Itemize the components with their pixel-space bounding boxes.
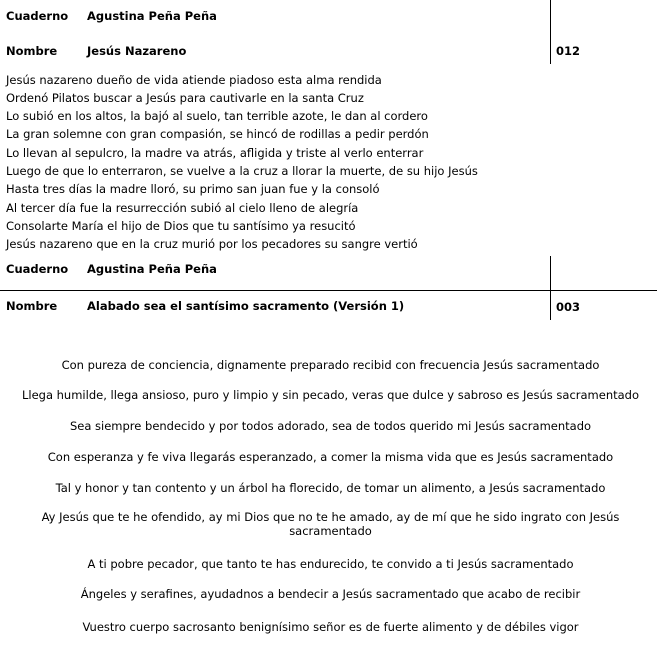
cuaderno-value-2: Agustina Peña Peña bbox=[87, 262, 217, 276]
row-divider bbox=[0, 290, 657, 291]
verse-line: Jesús nazareno que en la cruz murió por los pecadores su sangre vertió bbox=[6, 237, 418, 251]
verse-line: Ordenó Pilatos buscar a Jesús para cautivarle en la santa Cruz bbox=[6, 91, 364, 105]
verse-line-centered: Con esperanza y fe viva llegarás esperanzado, a comer la misma vida que es Jesús sacramentado bbox=[47, 450, 614, 464]
verse-line: Luego de que lo enterraron, se vuelve a la cruz a llorar la muerte, de su hijo Jesús bbox=[6, 164, 478, 178]
verse-line-centered: Vuestro cuerpo sacrosanto benignísimo señor es de fuerte alimento y de débiles vigor bbox=[82, 620, 579, 634]
verse-line-centered: Ángeles y serafines, ayudadnos a bendecir a Jesús sacramentado que acabo de recibir bbox=[80, 587, 581, 601]
verse-line-centered: Sea siempre bendecido y por todos adorado, sea de todos querido mi Jesús sacramentado bbox=[69, 419, 592, 433]
nombre-value-2: Alabado sea el santísimo sacramento (Versión 1) bbox=[87, 299, 405, 313]
verse-line: Lo subió en los altos, la bajó al suelo, tan terrible azote, le dan al cordero bbox=[6, 109, 428, 123]
verse-line: Consolarte María el hijo de Dios que tu santísimo ya resucitó bbox=[6, 219, 356, 233]
nombre-label-1: Nombre bbox=[6, 44, 58, 58]
verse-line: Jesús nazareno dueño de vida atiende piadoso esta alma rendida bbox=[6, 73, 382, 87]
verse-line-centered: Llega humilde, llega ansioso, puro y limpio y sin pecado, veras que dulce y sabroso es Jesús sacramentado bbox=[21, 388, 640, 402]
verse-line-centered: Ay Jesús que te he ofendido, ay mi Dios que no te he amado, ay de mí que he sido ingrato con Jesús sacramentado bbox=[41, 510, 620, 538]
verse-line: Lo llevan al sepulcro, la madre va atrás, afligida y triste al verlo enterrar bbox=[6, 146, 424, 160]
verse-line: Al tercer día fue la resurrección subió al cielo lleno de alegría bbox=[6, 201, 359, 215]
cuaderno-label-1: Cuaderno bbox=[6, 9, 69, 23]
nombre-value-1: Jesús Nazareno bbox=[87, 44, 187, 58]
cuaderno-value-1: Agustina Peña Peña bbox=[87, 9, 217, 23]
verse-line: La gran solemne con gran compasión, se hincó de rodillas a pedir perdón bbox=[6, 127, 429, 141]
column-divider-top bbox=[550, 0, 551, 64]
column-divider-middle bbox=[550, 256, 551, 320]
verse-line-centered: Con pureza de conciencia, dignamente preparado recibid con frecuencia Jesús sacramentado bbox=[61, 358, 600, 372]
verse-line: Hasta tres días la madre lloró, su primo san juan fue y la consoló bbox=[6, 182, 380, 196]
verse-line-centered: Tal y honor y tan contento y un árbol ha florecido, de tomar un alimento, a Jesús sacramentado bbox=[55, 481, 606, 495]
verse-line-centered: A ti pobre pecador, que tanto te has endurecido, te convido a ti Jesús sacramentado bbox=[87, 557, 574, 571]
song-code-2: 003 bbox=[556, 300, 581, 314]
cuaderno-label-2: Cuaderno bbox=[6, 262, 69, 276]
nombre-label-2: Nombre bbox=[6, 299, 58, 313]
song-code-1: 012 bbox=[556, 44, 581, 58]
